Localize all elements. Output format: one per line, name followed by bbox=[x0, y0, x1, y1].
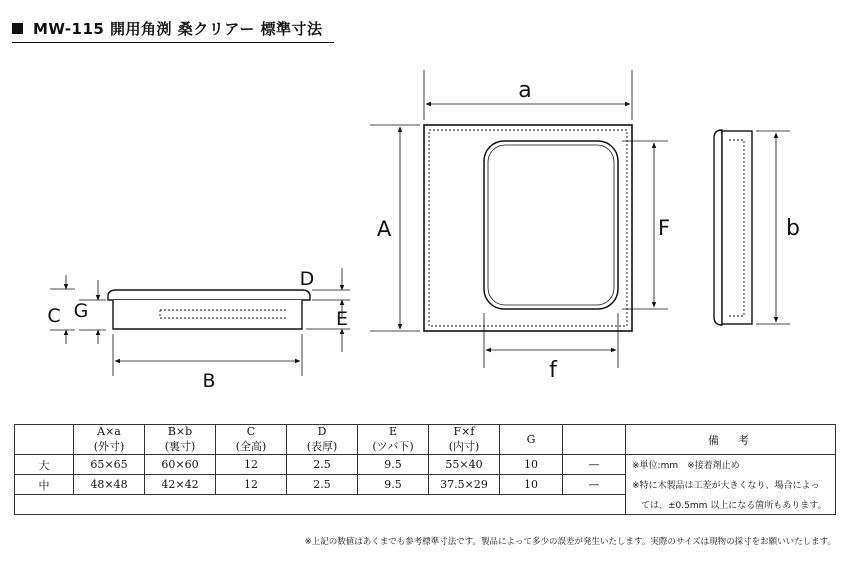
table-cell: 2.5 bbox=[287, 455, 358, 475]
size-cell: 中 bbox=[15, 475, 74, 495]
label-E: E bbox=[335, 308, 349, 330]
empty-cell bbox=[15, 495, 626, 515]
remarks-note: ては、±0.5mm 以上になる箇所もあります。 bbox=[626, 495, 836, 515]
edge-flange bbox=[714, 130, 722, 325]
table-cell: 9.5 bbox=[358, 475, 429, 495]
front-view bbox=[424, 125, 632, 331]
header-cell bbox=[563, 425, 626, 455]
table-cell: 9.5 bbox=[358, 455, 429, 475]
edge-view bbox=[714, 130, 752, 325]
label-G: G bbox=[73, 300, 89, 322]
table-cell: 10 bbox=[500, 475, 563, 495]
table-cell: 2.5 bbox=[287, 475, 358, 495]
footnote: ※上記の数値はあくまでも参考標準寸法です。製品によって多少の誤差が発生いたします。実際のサイズは現物の採寸をお願いいたします。 bbox=[304, 537, 836, 547]
table-cell: 60×60 bbox=[145, 455, 216, 475]
label-F: F bbox=[657, 216, 671, 240]
label-b: b bbox=[786, 216, 800, 241]
label-C: C bbox=[47, 305, 61, 327]
table-row bbox=[15, 475, 836, 495]
label-f: f bbox=[549, 358, 557, 383]
size-cell: 大 bbox=[15, 455, 74, 475]
label-a: a bbox=[518, 78, 532, 103]
remarks-note: ※特に木製品は工差が大きくなり、場合によっ bbox=[626, 475, 836, 495]
label-A: A bbox=[376, 217, 392, 241]
table-cell: 10 bbox=[500, 455, 563, 475]
table-row bbox=[15, 455, 836, 475]
header-cell: E (ツバ下) bbox=[358, 425, 429, 455]
dimension-table bbox=[14, 424, 836, 515]
side-profile-body bbox=[113, 300, 302, 329]
table-cell: 48×48 bbox=[74, 475, 145, 495]
table-row-empty bbox=[15, 495, 836, 515]
table-cell: 37.5×29 bbox=[429, 475, 500, 495]
label-B: B bbox=[202, 370, 216, 392]
header-cell: C (全高) bbox=[216, 425, 287, 455]
title-text: MW-115 開用角渕 桑クリアー 標準寸法 bbox=[33, 20, 323, 38]
header-cell: F×f (内寸) bbox=[429, 425, 500, 455]
remarks-note: ※単位:mm ※接着剤止め bbox=[626, 455, 836, 475]
front-outer-frame bbox=[424, 125, 632, 331]
table-cell: 12 bbox=[216, 455, 287, 475]
label-D: D bbox=[299, 268, 315, 290]
table-cell: 12 bbox=[216, 475, 287, 495]
side-profile-flange bbox=[108, 290, 310, 300]
table-cell: 42×42 bbox=[145, 475, 216, 495]
size-column-header bbox=[15, 425, 74, 455]
edge-dimension-lines bbox=[756, 131, 790, 324]
header-cell: G bbox=[500, 425, 563, 455]
header-cell: A×a (外寸) bbox=[74, 425, 145, 455]
header-cell: D (表厚) bbox=[287, 425, 358, 455]
table-cell: — bbox=[563, 475, 626, 495]
header-cell: B×b (裏寸) bbox=[145, 425, 216, 455]
edge-body bbox=[722, 131, 752, 324]
table-cell: 65×65 bbox=[74, 455, 145, 475]
table-cell: 55×40 bbox=[429, 455, 500, 475]
side-profile-view bbox=[108, 290, 310, 329]
table-cell: — bbox=[563, 455, 626, 475]
remarks-header: 備 考 bbox=[626, 425, 836, 455]
